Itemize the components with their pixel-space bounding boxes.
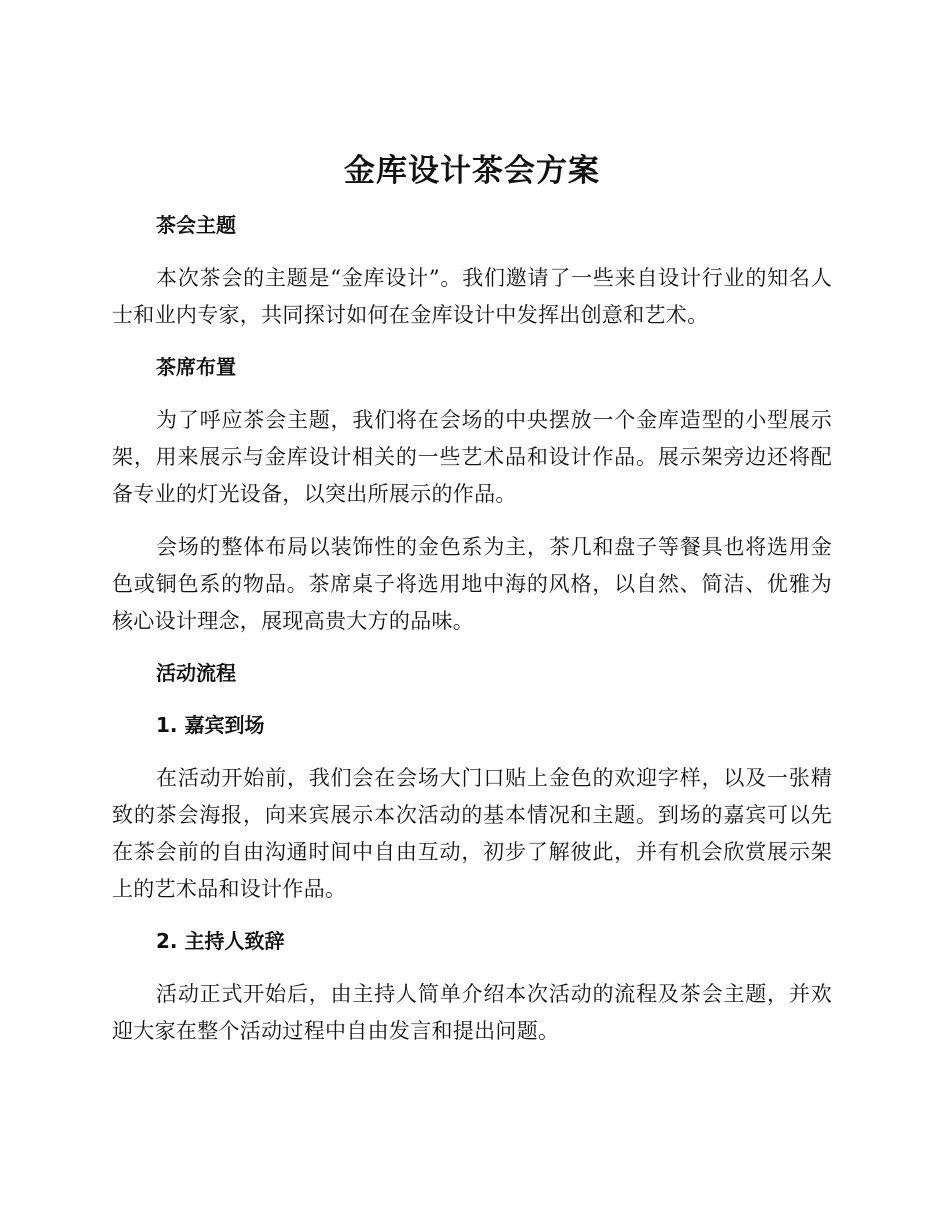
paragraph-tea-setup-2: 会场的整体布局以装饰性的金色系为主，茶几和盘子等餐具也将选用金色或铜色系的物品。茶席桌子将选用地中海的风格，以自然、简洁、优雅为核心设计理念，展现高贵大方的品味。 xyxy=(112,535,832,633)
section-heading-guest-arrival: 1. 嘉宾到场 xyxy=(156,713,265,737)
paragraph-tea-theme: 本次茶会的主题是“金库设计”。我们邀请了一些来自设计行业的知名人士和业内专家，共同探讨如何在金库设计中发挥出创意和艺术。 xyxy=(112,266,832,327)
paragraph-host-speech: 活动正式开始后，由主持人简单介绍本次活动的流程及茶会主题，并欢迎大家在整个活动过程中自由发言和提出问题。 xyxy=(112,982,832,1043)
section-heading-activity-flow: 活动流程 xyxy=(156,661,236,685)
section-heading-tea-setup: 茶席布置 xyxy=(156,355,236,379)
paragraph-guest-arrival: 在活动开始前，我们会在会场大门口贴上金色的欢迎字样，以及一张精致的茶会海报，向来宾展示本次活动的基本情况和主题。到场的嘉宾可以先在茶会前的自由沟通时间中自由互动，初步了解彼此，并有机会欣赏展示架上的艺术品和设计作品。 xyxy=(112,766,832,901)
document-title: 金库设计茶会方案 xyxy=(344,153,600,189)
section-heading-host-speech: 2. 主持人致辞 xyxy=(156,929,285,953)
document-page xyxy=(112,148,832,1066)
paragraph-tea-setup-1: 为了呼应茶会主题，我们将在会场的中央摆放一个金库造型的小型展示架，用来展示与金库设计相关的一些艺术品和设计作品。展示架旁边还将配备专业的灯光设备，以突出所展示的作品。 xyxy=(112,408,832,506)
section-heading-tea-theme: 茶会主题 xyxy=(156,213,236,237)
